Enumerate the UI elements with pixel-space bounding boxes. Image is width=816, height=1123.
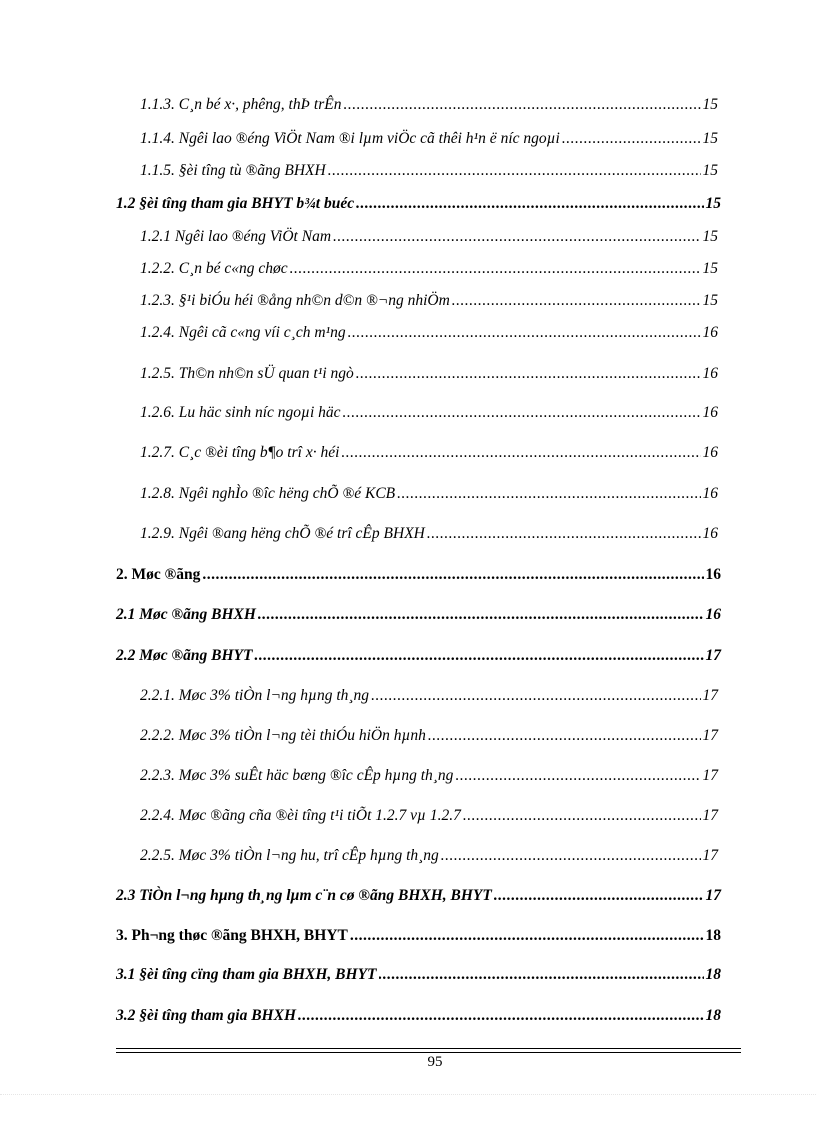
toc-page-number: 15 <box>705 195 721 212</box>
toc-dot-leader <box>348 323 701 343</box>
toc-entry-1-2-7[interactable] <box>140 443 718 463</box>
toc-page-number: 18 <box>705 927 721 944</box>
toc-entry-1-2-9[interactable] <box>140 524 718 544</box>
toc-entry-title: 1.2.1 Ngêi lao ®éng ViÖt Nam <box>140 228 332 245</box>
toc-entry-1-2-4[interactable] <box>140 323 718 343</box>
toc-entry-title: 1.2.9. Ngêi ®ang hëng chÕ ®é trî cÊp BHXH <box>140 525 425 542</box>
toc-dot-leader <box>343 403 701 423</box>
toc-entry-title: 2.2.5. Møc 3% tiÒn l¬ng hu, trî cÊp hµng th¸ng <box>140 847 439 864</box>
toc-dot-leader <box>379 965 704 985</box>
toc-entry-title: 2. Møc ®ãng <box>116 566 201 583</box>
toc-page-number: 18 <box>705 1007 721 1024</box>
toc-entry-title: 3.1 §èi tîng cïng tham gia BHXH, BHYT <box>116 966 377 983</box>
toc-page-number: 15 <box>702 260 718 277</box>
toc-entry-1-1-5[interactable] <box>140 161 718 181</box>
toc-page-number: 16 <box>702 444 718 461</box>
toc-dot-leader <box>356 364 701 384</box>
toc-entry-1-2-8[interactable] <box>140 484 718 504</box>
toc-entry-1-2-5[interactable] <box>140 364 718 384</box>
toc-entry-title: 2.2.3. Møc 3% suÊt häc bæng ®îc cÊp hµng th¸ng <box>140 767 454 784</box>
footer-rule-bottom <box>116 1052 741 1053</box>
toc-entry-2-2-5[interactable] <box>140 846 718 866</box>
toc-entry-title: 2.2.1. Møc 3% tiÒn l¬ng hµng th¸ng <box>140 687 370 704</box>
toc-page-number: 16 <box>705 566 721 583</box>
toc-page-number: 15 <box>702 96 718 113</box>
toc-entry-2-2[interactable] <box>116 646 721 666</box>
toc-dot-leader <box>202 565 703 585</box>
toc-page-number: 17 <box>702 807 718 824</box>
footer-page-number: 95 <box>427 1054 443 1070</box>
toc-page-number: 17 <box>702 687 718 704</box>
toc-entry-title: 1.2.2. C¸n bé c«ng chøc <box>140 260 288 277</box>
toc-entry-title: 1.2.6. Lu häc sinh níc ngoµi häc <box>140 404 341 421</box>
toc-entry-title: 2.2.4. Møc ®ãng cña ®èi tîng t¹i tiÕt 1.2.7 vµ 1.2.7 <box>140 807 461 824</box>
toc-entry-2-3[interactable] <box>116 886 721 906</box>
toc-entry-title: 2.2.2. Møc 3% tiÒn l¬ng tèi thiÓu hiÖn hµnh <box>140 727 426 744</box>
toc-dot-leader <box>343 95 700 115</box>
toc-page-number: 15 <box>702 162 718 179</box>
toc-page-number: 15 <box>702 130 718 147</box>
toc-page-number: 16 <box>702 485 718 502</box>
toc-entry-title: 1.2.5. Th©n nh©n sÜ quan t¹i ngò <box>140 365 354 382</box>
toc-entry-3-1[interactable] <box>116 965 721 985</box>
toc-dot-leader <box>328 161 701 181</box>
toc-entry-title: 1.2.3. §¹i biÓu héi ®ång nh©n d©n ®¬ng nhiÖm <box>140 292 450 309</box>
toc-dot-leader <box>397 484 700 504</box>
toc-dot-leader <box>427 524 701 544</box>
toc-dot-leader <box>562 129 701 149</box>
toc-entry-1-1-3[interactable] <box>140 95 718 115</box>
page-edge-divider <box>0 1094 816 1095</box>
toc-dot-leader <box>371 686 700 706</box>
toc-entry-title: 3. Ph¬ng thøc ®ãng BHXH, BHYT <box>116 927 348 944</box>
toc-entry-1-2-1[interactable] <box>140 227 718 247</box>
toc-page-number: 17 <box>702 767 718 784</box>
toc-dot-leader <box>441 846 701 866</box>
toc-entry-2-1[interactable] <box>116 605 721 625</box>
toc-entry-2-2-3[interactable] <box>140 766 718 786</box>
toc-dot-leader <box>463 806 701 826</box>
toc-page-number: 15 <box>702 292 718 309</box>
toc-dot-leader <box>428 726 701 746</box>
toc-entry-3[interactable] <box>116 926 721 946</box>
toc-page-number: 16 <box>702 324 718 341</box>
toc-dot-leader <box>356 194 703 214</box>
toc-entry-1-1-4[interactable] <box>140 129 718 149</box>
toc-page-number: 16 <box>702 525 718 542</box>
footer-rule-top <box>116 1048 741 1049</box>
toc-dot-leader <box>258 605 704 625</box>
toc-entry-title: 1.2 §èi tîng tham gia BHYT b¾t buéc <box>116 195 355 212</box>
toc-entry-title: 3.2 §èi tîng tham gia BHXH <box>116 1007 296 1024</box>
toc-dot-leader <box>298 1006 704 1026</box>
toc-dot-leader <box>494 886 704 906</box>
toc-entry-title: 1.1.3. C¸n bé x·, phêng, thÞ trÊn <box>140 96 342 113</box>
toc-entry-title: 2.3 TiÒn l¬ng hµng th¸ng lµm c¨n cø ®ãng BHXH, BHYT <box>116 887 492 904</box>
toc-entry-title: 2.2 Møc ®ãng BHYT <box>116 647 253 664</box>
toc-dot-leader <box>333 227 700 247</box>
toc-entry-title: 1.1.4. Ngêi lao ®éng ViÖt Nam ®i lµm viÖc cã thêi h¹n ë níc ngoµi <box>140 130 560 147</box>
toc-dot-leader <box>341 443 700 463</box>
toc-entry-1-2-3[interactable] <box>140 291 718 311</box>
toc-entry-2-2-1[interactable] <box>140 686 718 706</box>
toc-page-number: 18 <box>705 966 721 983</box>
toc-page-number: 17 <box>702 847 718 864</box>
toc-dot-leader <box>452 291 701 311</box>
toc-entry-2-2-4[interactable] <box>140 806 718 826</box>
toc-page-number: 16 <box>702 404 718 421</box>
toc-page-number: 16 <box>705 606 721 623</box>
toc-page-number: 15 <box>702 228 718 245</box>
toc-entry-title: 2.1 Møc ®ãng BHXH <box>116 606 256 623</box>
toc-dot-leader <box>254 646 703 666</box>
toc-entry-title: 1.2.4. Ngêi cã c«ng víi c¸ch m¹ng <box>140 324 346 341</box>
toc-dot-leader <box>290 259 701 279</box>
toc-entry-1-2[interactable] <box>116 194 721 214</box>
toc-page-number: 17 <box>705 887 721 904</box>
toc-page-number: 17 <box>702 727 718 744</box>
toc-entry-3-2[interactable] <box>116 1006 721 1026</box>
toc-entry-1-2-6[interactable] <box>140 403 718 423</box>
toc-entry-2-2-2[interactable] <box>140 726 718 746</box>
toc-page-number: 17 <box>705 647 721 664</box>
toc-dot-leader <box>350 926 704 946</box>
toc-entry-1-2-2[interactable] <box>140 259 718 279</box>
toc-entry-2[interactable] <box>116 565 721 585</box>
toc-dot-leader <box>455 766 700 786</box>
toc-entry-title: 1.2.7. C¸c ®èi tîng b¶o trî x· héi <box>140 444 340 461</box>
toc-page-number: 16 <box>702 365 718 382</box>
toc-entry-title: 1.1.5. §èi tîng tù ®ãng BHXH <box>140 162 326 179</box>
toc-entry-title: 1.2.8. Ngêi nghÌo ®îc hëng chÕ ®é KCB <box>140 485 396 502</box>
